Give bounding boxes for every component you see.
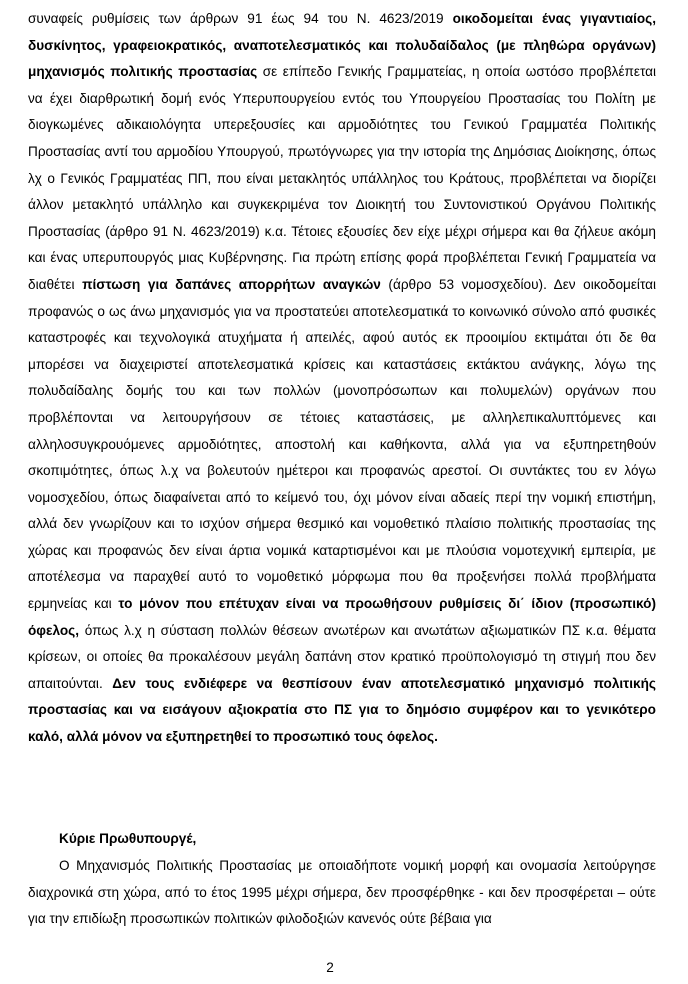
- bold-run: Δεν τους ενδιέφερε να θεσπίσουν έναν αποτελεσματικό μηχανισμό πολιτικής προστασίας και να εισάγουν αξιοκρατία στο ΠΣ για το δημόσιο συμφέρον και το γενικότερο καλό, αλλά μόνον να εξυπηρετηθεί το προσωπικό τους όφελος.: [28, 675, 656, 745]
- text-run: όπως λ.χ η σύσταση πολλών θέσεων ανωτέρων και ανωτάτων αξιωματικών ΠΣ κ.α. θέματα κρίσεων, οι οποίες θα προκαλέσουν μεγάλη δαπάνη στον κρατικό προϋπολογισμό τη στιγμή που δεν απαιτούνται.: [28, 622, 656, 691]
- bold-run: πίστωση για δαπάνες απορρήτων αναγκών: [82, 276, 381, 292]
- body-paragraph-2: Ο Μηχανισμός Πολιτικής Προστασίας με οποιαδήποτε νομική μορφή και ονομασία λειτούργησε διαχρονικά στη χώρα, από το έτος 1995 μέχρι σήμερα, δεν προσφέρθηκε - και δεν προσφέρεται – ούτε για την επιδίωξη προσωπικών πολιτικών φιλοδοξιών κανενός ούτε βέβαια για: [28, 858, 656, 927]
- bold-run: οικοδομείται ένας γιγαντιαίος, δυσκίνητος, γραφειοκρατικός, αναποτελεσματικός και πολυδαίδαλος (με πληθώρα οργάνων) μηχανισμός πολιτικής προστασίας: [28, 11, 656, 80]
- text-run: σε επίπεδο Γενικής Γραμματείας, η οποία ωστόσο προβλέπεται να έχει διαρθρωτική δομή ενός Υπερυπουργείου εντός του Υπουργείου Προστασίας του Πολίτη με διογκωμένες αδικαιολόγητα υπερεξουσίες και αρμοδιότητες του Γενικού Γραμματέα Πολιτικής Προστασίας αντί του αρμοδίου Υπουργού, πρωτόγνωρες για την ιστορία της Δημόσιας Διοίκησης, όπως λχ ο Γενικός Γραμματέας ΠΠ, που είναι μετακλητός υπάλληλος του Κράτους, προβλέπεται να διορίζει άλλον μετακλητό υπάλληλο και συγκεκριμένα τον Διοικητή του Συντονιστικού Οργάνου Πολιτικής Προστασίας (άρθρο 91 Ν. 4623/2019) κ.α. Τέτοιες εξουσίες δεν είχε μέχρι σήμερα και θα ζήλευε ακόμη και ένας υπερυπουργός μιας Κυβέρνησης. Για πρώτη επίσης φορά προβλέπεται Γενική Γραμματεία να διαθέτει: [28, 64, 656, 292]
- page-number: 2: [326, 960, 334, 975]
- salutation: Κύριε Πρωθυπουργέ,: [59, 831, 197, 846]
- body-paragraph-1: [28, 6, 656, 751]
- text-run: (άρθρο 53 νομοσχεδίου). Δεν οικοδομείται προφανώς ο ως άνω μηχανισμός για να προστατεύει αποτελεσματικά το κοινωνικό σύνολο από φυσικές καταστροφές και τεχνολογικά ατυχήματα ή απειλές, αφού αυτός εκ προοιμίου εκτιμάται ότι δε θα μπορέσει να διαχειριστεί αποτελεσματικά κρίσεις και καταστάσεις εκτάκτου ανάγκης, λόγω της πολυδαίδαλης δομής του και των πολλών (μονοπρόσωπων και πολυμελών) οργάνων που προβλέπονται να λειτουργήσουν σε τέτοιες καταστάσεις, με αλληλεπικαλυπτόμενες και αλληλοσυγκρουόμενες αρμοδιότητες, αποστολή και καθήκοντα, αλλά για να εξυπηρετηθούν σκοπιμότητες, όπως λ.χ να βολευτούν ημέτεροι και προφανώς αρεστοί. Οι συντάκτες του εν λόγω νομοσχεδίου, όπως διαφαίνεται από το κείμενό του, όχι μόνον είναι αδαείς περί την νομική επιστήμη, αλλά δεν γνωρίζουν και το ισχύον σήμερα θεσμικό και νομοθετικό πλαίσιο πολιτικής προστασίας της χώρας και προφανώς δεν είναι άρτια νομικά καταρτισμένοι και με πλούσια νομοτεχνική εμπειρία, με αποτέλεσμα να παραχθεί αυτό το νομοθετικό μόρφωμα που θα προξενήσει πολλά προβλήματα ερμηνείας και: [28, 276, 657, 612]
- text-run: συναφείς ρυθμίσεις των άρθρων 91 έως 94 του Ν. 4623/2019: [28, 11, 453, 26]
- bold-run: το μόνον που επέτυχαν είναι να προωθήσουν ρυθμίσεις δι΄ ίδιον (προσωπικό) όφελος,: [28, 596, 656, 638]
